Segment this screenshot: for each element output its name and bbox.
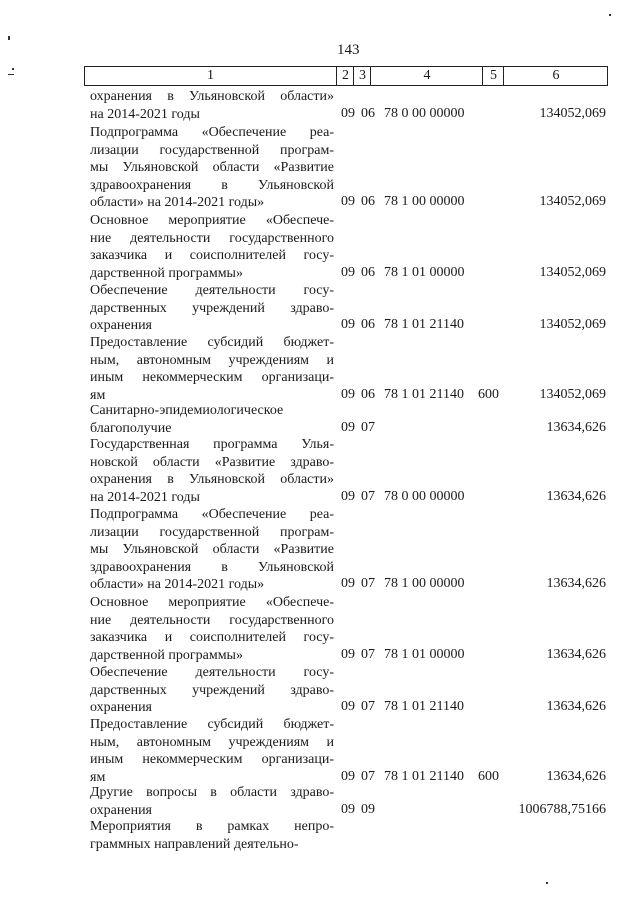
row-amount: 13634,626 xyxy=(546,488,606,504)
row-c3-code: 07 xyxy=(361,699,375,714)
row-c2-code: 09 xyxy=(341,488,355,504)
row-description xyxy=(90,334,334,404)
row-c4-code: 78 1 01 21140 xyxy=(384,386,464,402)
row-c2-code: 09 xyxy=(341,264,355,280)
row-c4-code: 78 1 00 00000 xyxy=(384,576,465,591)
description-line: охранения xyxy=(90,700,152,715)
description-line: Предоставление субсидий бюджет- xyxy=(90,335,334,350)
row-c2-code: 09 xyxy=(341,419,355,435)
row-c4-code: 78 1 01 21140 xyxy=(384,768,464,784)
description-line: Обеспечение деятельности госу- xyxy=(90,283,334,298)
row-description xyxy=(90,716,334,786)
description-line: Предоставление субсидий бюджет- xyxy=(90,717,334,732)
row-c3-code: 06 xyxy=(361,105,375,121)
description-line: Обеспечение деятельности госу- xyxy=(90,665,334,680)
description-line: дарственной программы» xyxy=(90,647,243,663)
row-amount: 13634,626 xyxy=(546,576,606,591)
row-description xyxy=(90,818,334,853)
row-description xyxy=(90,88,334,123)
description-line: ным, автономным учреждениям и xyxy=(90,352,334,368)
table-header xyxy=(84,66,608,86)
description-line: благополучие xyxy=(90,420,172,436)
description-line: охранения xyxy=(90,802,152,818)
row-description xyxy=(90,282,334,335)
row-amount: 134052,069 xyxy=(539,105,606,121)
row-amount: 13634,626 xyxy=(546,419,606,435)
row-description xyxy=(90,506,334,594)
row-description xyxy=(90,212,334,282)
header-col-3: 3 xyxy=(353,67,371,85)
row-c3-code: 07 xyxy=(361,646,375,662)
description-line: дарственных учреждений здраво- xyxy=(90,300,334,316)
scan-mark xyxy=(8,74,14,75)
row-c4-code: 78 1 01 21140 xyxy=(384,699,464,714)
description-line: Подпрограмма «Обеспечение реа- xyxy=(90,125,334,140)
row-c3-code: 06 xyxy=(361,386,375,402)
description-line: Санитарно-эпидемиологическое xyxy=(90,403,284,418)
row-description xyxy=(90,784,334,819)
description-line: ние деятельности государственного xyxy=(90,612,334,628)
description-line: дарственной программы» xyxy=(90,265,243,281)
row-amount: 134052,069 xyxy=(539,264,606,280)
description-line: Государственная программа Улья- xyxy=(90,437,334,452)
row-c3-code: 09 xyxy=(361,801,375,817)
row-c2-code: 09 xyxy=(341,194,355,209)
row-c3-code: 06 xyxy=(361,194,375,209)
row-c2-code: 09 xyxy=(341,768,355,784)
row-c5-code: 600 xyxy=(478,386,499,402)
row-description xyxy=(90,436,334,506)
row-c4-code: 78 1 01 00000 xyxy=(384,264,465,280)
description-line: Мероприятия в рамках непро- xyxy=(90,819,334,834)
row-c2-code: 09 xyxy=(341,317,355,332)
row-description xyxy=(90,124,334,212)
row-c5-code: 600 xyxy=(478,768,499,784)
description-line: новской области «Развитие здраво- xyxy=(90,454,334,470)
row-c4-code: 78 1 01 21140 xyxy=(384,317,464,332)
row-c2-code: 09 xyxy=(341,699,355,714)
description-line: на 2014-2021 годы xyxy=(90,106,200,122)
description-line: здравоохранения в Ульяновской xyxy=(90,177,334,193)
description-line: иным некоммерческим организаци- xyxy=(90,370,334,385)
description-line: Подпрограмма «Обеспечение реа- xyxy=(90,507,334,522)
header-col-4: 4 xyxy=(370,67,483,85)
description-line: Другие вопросы в области здраво- xyxy=(90,785,334,800)
row-amount: 134052,069 xyxy=(539,194,606,209)
row-description xyxy=(90,594,334,664)
description-line: лизации государственной програм- xyxy=(90,524,334,540)
description-line: ным, автономным учреждениям и xyxy=(90,734,334,750)
row-c2-code: 09 xyxy=(341,105,355,121)
description-line: ям xyxy=(90,387,106,403)
row-c3-code: 07 xyxy=(361,576,375,591)
description-line: охранения в Ульяновской области» xyxy=(90,472,334,487)
row-c3-code: 07 xyxy=(361,419,375,435)
header-col-2: 2 xyxy=(336,67,354,85)
description-line: области» на 2014-2021 годы» xyxy=(90,195,265,210)
row-c2-code: 09 xyxy=(341,576,355,591)
description-line: охранения в Ульяновской области» xyxy=(90,89,334,104)
description-line: граммных направлений деятельно- xyxy=(90,836,299,852)
header-col-5: 5 xyxy=(482,67,504,85)
header-col-6: 6 xyxy=(503,67,608,85)
description-line: области» на 2014-2021 годы» xyxy=(90,577,265,592)
row-amount: 13634,626 xyxy=(546,646,606,662)
row-c3-code: 06 xyxy=(361,317,375,332)
description-line: дарственных учреждений здраво- xyxy=(90,682,334,698)
description-line: ние деятельности государственного xyxy=(90,230,334,246)
header-col-1: 1 xyxy=(207,68,214,83)
description-line: охранения xyxy=(90,318,152,333)
row-c4-code: 78 0 00 00000 xyxy=(384,488,465,504)
row-amount: 13634,626 xyxy=(546,699,606,714)
row-c4-code: 78 1 01 00000 xyxy=(384,646,465,662)
description-line: Основное мероприятие «Обеспече- xyxy=(90,213,334,228)
description-line: лизации государственной програм- xyxy=(90,142,334,158)
row-c3-code: 07 xyxy=(361,768,375,784)
description-line: мы Ульяновской области «Развитие xyxy=(90,542,334,557)
row-c2-code: 09 xyxy=(341,801,355,817)
row-c3-code: 07 xyxy=(361,488,375,504)
row-c4-code: 78 0 00 00000 xyxy=(384,105,465,121)
description-line: иным некоммерческим организаци- xyxy=(90,752,334,767)
scan-mark xyxy=(609,14,611,16)
description-line: заказчика и соисполнителей госу- xyxy=(90,630,334,645)
row-amount: 134052,069 xyxy=(539,317,606,332)
row-amount: 1006788,75166 xyxy=(518,801,606,817)
description-line: мы Ульяновской области «Развитие xyxy=(90,160,334,175)
scan-mark xyxy=(546,882,548,884)
row-c2-code: 09 xyxy=(341,386,355,402)
description-line: ям xyxy=(90,769,106,785)
description-line: Основное мероприятие «Обеспече- xyxy=(90,595,334,610)
scan-mark xyxy=(12,68,14,70)
scan-mark xyxy=(8,36,10,40)
row-description xyxy=(90,664,334,717)
row-amount: 134052,069 xyxy=(539,386,606,402)
description-line: заказчика и соисполнителей госу- xyxy=(90,248,334,263)
row-c4-code: 78 1 00 00000 xyxy=(384,194,465,209)
row-c3-code: 06 xyxy=(361,264,375,280)
page-number: 143 xyxy=(337,42,360,58)
row-description xyxy=(90,402,334,437)
description-line: здравоохранения в Ульяновской xyxy=(90,559,334,575)
row-amount: 13634,626 xyxy=(546,768,606,784)
description-line: на 2014-2021 годы xyxy=(90,489,200,505)
row-c2-code: 09 xyxy=(341,646,355,662)
